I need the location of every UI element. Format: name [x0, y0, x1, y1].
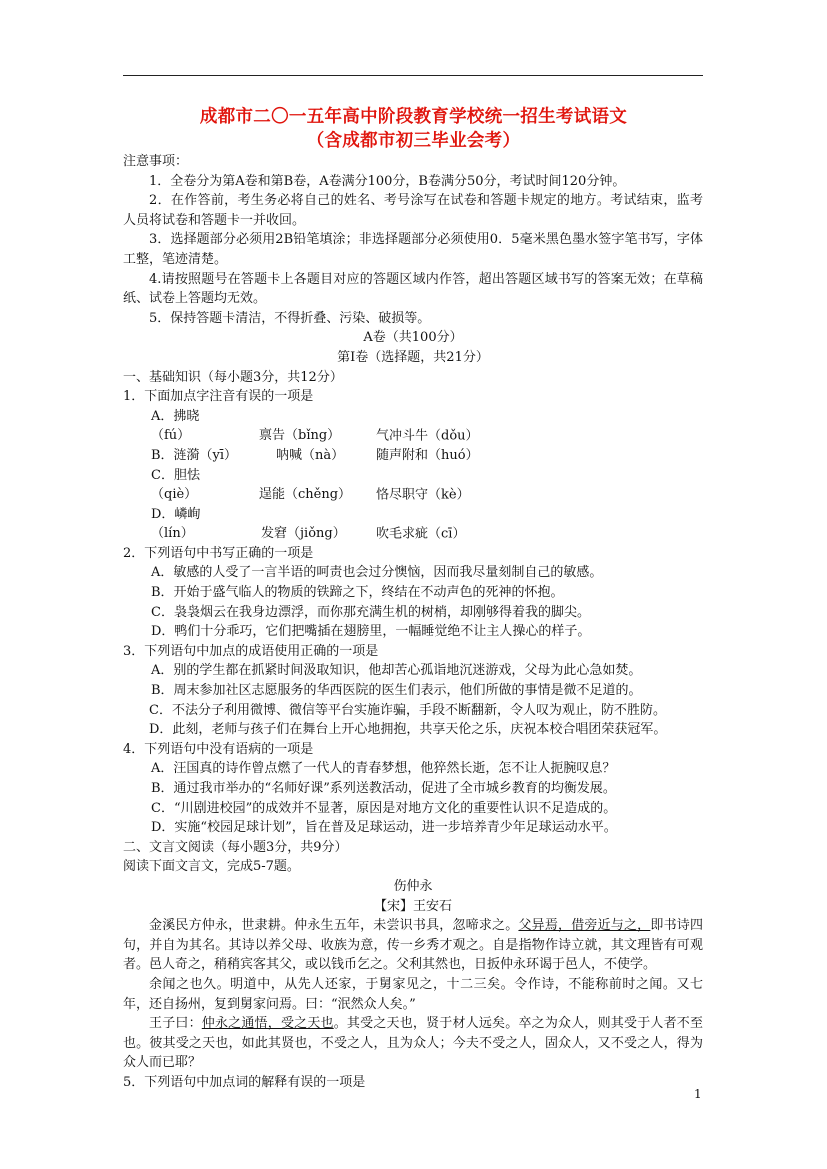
q1-a-item3: 气冲斗牛（dǒu） — [376, 428, 479, 444]
passage-paragraph-3 — [123, 1014, 703, 1073]
notice-item-4: 4.请按照题号在答题卡上各题目对应的答题区域内作答，超出答题区域书写的答案无效；在草稿纸、试卷上答题均无效。 — [123, 271, 703, 307]
q3-option-a: A．别的学生都在抓紧时间汲取知识，他却苦心孤诣地沉迷游戏，父母为此心急如焚。 — [151, 663, 642, 679]
passage-title: 伤仲永 — [393, 878, 433, 894]
passage-paragraph-1 — [123, 916, 703, 975]
q3-option-d: D．此刻，老师与孩子们在舞台上开心地拥抱，共享天伦之乐，庆祝本校合唱团荣获冠军。 — [149, 722, 667, 738]
q1-d-item3: 吹毛求疵（cī） — [376, 526, 466, 542]
passage-p3-text-a: 王子曰： — [149, 1016, 202, 1032]
q4-option-d: D．实施“校园足球计划”，旨在普及足球运动，进一步培养青少年足球运动水平。 — [151, 820, 617, 836]
q4-option-a: A．汪国真的诗作曾点燃了一代人的青春梦想，他猝然长逝，怎不让人扼腕叹息？ — [151, 761, 616, 777]
q1-d-item1: D．嶙峋（lín） — [151, 506, 201, 542]
passage-p1-text-b: 即书诗四句，并自为其名。其诗以养父母、收族为意，传一乡秀才观之。自是指物作诗立就，其文理皆有可观者。邑人奇之，稍稍宾客其父，或以钱币乞之。父利其然也，日扳仲永环谒于邑人，不使学。 — [123, 918, 703, 973]
exam-subtitle: （含成都市初三毕业会考） — [306, 131, 521, 151]
q1-d-item2: 发窘（jiǒng） — [261, 526, 346, 542]
q4-stem: 4．下列语句中没有语病的一项是 — [123, 741, 314, 757]
section2-heading: 二、文言文阅读（每小题3分，共9分） — [123, 839, 348, 855]
q1-b-item3: 随声附和（huó） — [376, 447, 479, 463]
notice-item-1: 1．全卷分为第A卷和第B卷，A卷满分100分，B卷满分50分，考试时间120分钟。 — [149, 173, 626, 189]
q3-stem: 3．下列语句中加点的成语使用正确的一项是 — [123, 643, 379, 659]
notice-item-5: 5．保持答题卡清洁，不得折叠、污染、破损等。 — [149, 310, 431, 326]
header-rule — [123, 75, 703, 76]
section1-heading: 一、基础知识（每小题3分，共12分） — [123, 369, 343, 385]
q1-option-d — [151, 505, 703, 544]
exam-body — [123, 152, 703, 1093]
passage-author: 【宋】王安石 — [373, 898, 452, 914]
passage-p3-text-b: 。其受之天也，贤于材人远矣。卒之为众人，则其受于人者不至也。彼其受之天也，如此其贤也，不受之人，且为众人；今夫不受之人，固众人，又不受之人，得为众人而已耶？ — [123, 1016, 703, 1071]
notice-heading: 注意事项： — [123, 154, 189, 169]
q4-option-b: B．通过我市举办的“名师好课”系列送教活动，促进了全市城乡教育的均衡发展。 — [151, 781, 616, 796]
section2-instruction: 阅读下面文言文，完成5-7题。 — [123, 859, 300, 875]
a-volume-heading: A卷（共100分） — [363, 330, 463, 346]
q1-b-item2: 呐喊（nà） — [276, 447, 345, 463]
q2-option-a: A．敏感的人受了一言半语的呵责也会过分懊恼，因而我尽量刻制自己的敏感。 — [151, 565, 603, 581]
q1-a-item1: A．拂晓（fú） — [151, 408, 200, 444]
q1-c-item2: 逞能（chěng） — [259, 487, 352, 503]
q1-option-b — [151, 446, 703, 466]
exam-title: 成都市二〇一五年高中阶段教育学校统一招生考试语文 — [199, 107, 628, 127]
q1-option-c — [151, 466, 703, 505]
q1-c-item1: C．胆怯（qiè） — [151, 467, 200, 503]
q1-c-item3: 恪尽职守（kè） — [376, 487, 470, 503]
q3-option-b: B．周末参加社区志愿服务的华西医院的医生们表示，他们所做的事情是微不足道的。 — [151, 683, 642, 699]
part1-heading: 第Ⅰ卷（选择题，共21分） — [337, 349, 489, 365]
q3-option-c: C．不法分子利用微博、微信等平台实施诈骗，手段不断翻新，令人叹为观止，防不胜防。 — [149, 702, 666, 718]
passage-p3-underlined: 仲永之通悟，受之天也 — [201, 1016, 334, 1032]
notice-item-3: 3．选择题部分必须用2B铅笔填涂；非选择题部分必须使用0．5毫米黑色墨水签字笔书写，字体工整，笔迹清楚。 — [123, 232, 703, 267]
q5-stem: 5．下列语句中加点词的解释有误的一项是 — [123, 1074, 366, 1090]
q1-a-item2: 禀告（bǐng） — [259, 428, 341, 444]
q2-stem: 2．下列语句中书写正确的一项是 — [123, 545, 314, 561]
passage-p1-text-a: 金溪民方仲永，世隶耕。仲永生五年，未尝识书具，忽啼求之。 — [149, 918, 519, 934]
page-number: 1 — [694, 1087, 702, 1101]
passage-paragraph-2: 余闻之也久。明道中，从先人还家，于舅家见之，十二三矣。令作诗，不能称前时之闻。又七年，还自扬州，复到舅家问焉。曰：“泯然众人矣。” — [123, 976, 703, 1012]
q4-option-c: C．“川剧进校园”的成效并不显著，原因是对地方文化的重要性认识不足造成的。 — [151, 800, 617, 816]
q1-option-a — [151, 407, 703, 446]
q2-option-b: B．开始于盛气临人的物质的铁蹄之下，终结在不动声色的死神的怀抱。 — [151, 585, 564, 601]
q1-b-item1: B．涟漪（yī） — [151, 447, 238, 463]
q1-stem: 1．下面加点字注音有误的一项是 — [123, 389, 314, 405]
passage-p1-underlined: 父异焉，借旁近与之， — [518, 918, 651, 934]
q2-option-c: C．袅袅烟云在我身边漂浮，而你那充满生机的树梢，却刚够得着我的脚尖。 — [151, 604, 590, 620]
q1-options — [123, 407, 703, 544]
q2-option-d: D．鸭们十分乖巧，它们把嘴插在翅膀里，一幅睡觉绝不让主人操心的样子。 — [151, 624, 591, 640]
notice-item-2: 2．在作答前，考生务必将自己的姓名、考号涂写在试卷和答题卡规定的地方。考试结束，监考人员将试卷和答题卡一并收回。 — [123, 193, 703, 228]
